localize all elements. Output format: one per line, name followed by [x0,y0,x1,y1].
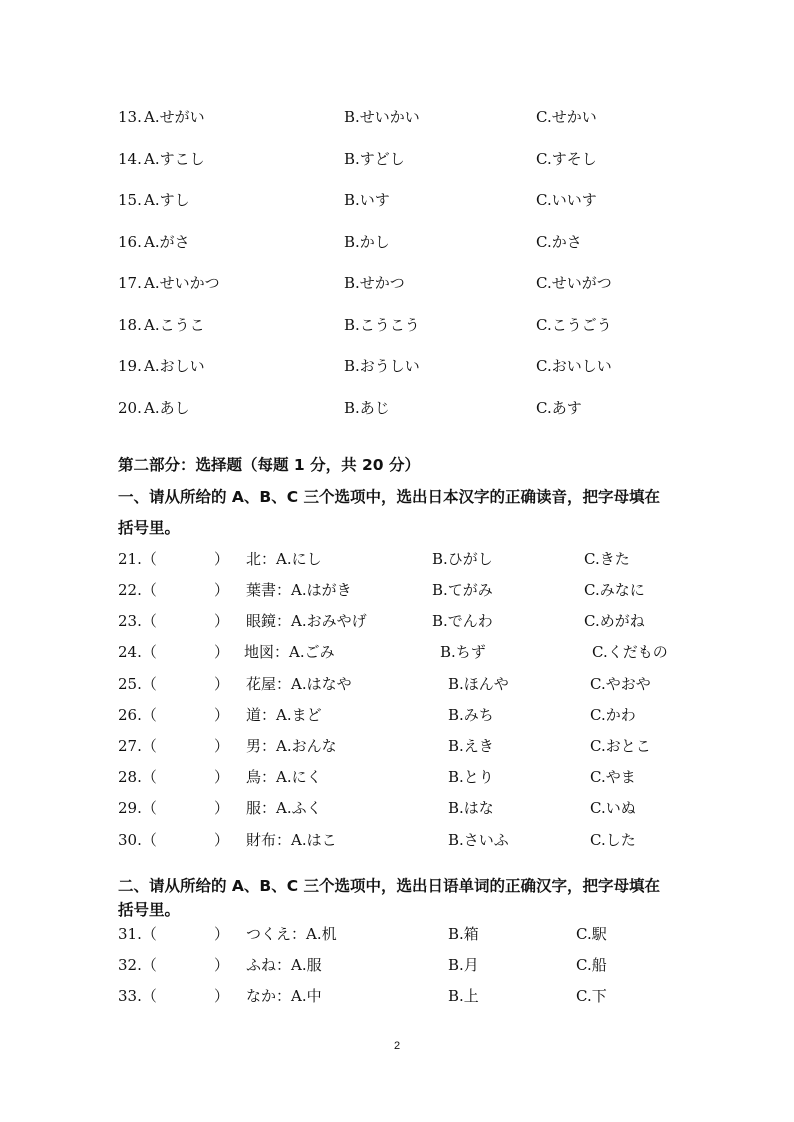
option-b: B.上 [448,987,479,1005]
option-b: B.てがみ [432,581,493,599]
list-item [0,354,794,378]
question-word: 男：A.おんな [246,737,337,755]
list-item [0,230,794,254]
answer-paren-close: ） [214,831,230,849]
option-c: C.みなに [584,581,645,599]
option-c: C.おとこ [590,737,651,755]
list-item [0,313,794,337]
option-b: B.おうしい [344,357,420,375]
item-number: 15. [118,191,142,209]
list-item [0,796,794,820]
question-word: 財布：A.はこ [246,831,337,849]
item-number: 33.（ [118,987,157,1005]
item-number: 24.（ [118,643,157,661]
question-word: 葉書：A.はがき [246,581,352,599]
section2-instruction-line1: 二、请从所给的 A、B、C 三个选项中，选出日语单词的正确汉字，把字母填在 [118,877,660,895]
option-b: B.こうこう [344,316,420,334]
option-b: B.ちず [440,643,486,661]
option-c: C.めがね [584,612,645,630]
list-item [0,703,794,727]
option-b: B.ほんや [448,675,509,693]
item-number: 28.（ [118,768,157,786]
item-number: 16. [118,233,142,251]
option-c: C.あす [536,399,582,417]
question-word: 服：A.ふく [246,799,322,817]
option-c: C.くだもの [592,643,668,661]
option-a: A.あし [144,399,190,417]
item-number: 25.（ [118,675,157,693]
option-a: A.おしい [144,357,205,375]
list-item [0,105,794,129]
question-word: つくえ：A.机 [246,925,337,943]
item-number: 13. [118,108,142,126]
option-c: C.やおや [590,675,651,693]
option-b: B.えき [448,737,494,755]
option-b: B.せいかい [344,108,420,126]
list-item [0,578,794,602]
option-b: B.かし [344,233,390,251]
item-number: 22.（ [118,581,157,599]
option-c: C.こうごう [536,316,612,334]
option-b: B.すどし [344,150,405,168]
list-item [0,396,794,420]
answer-paren-close: ） [214,987,230,1005]
part2-title: 第二部分：选择题（每题 1 分，共 20 分） [118,456,420,474]
option-c: C.いいす [536,191,597,209]
list-item [0,922,794,946]
option-b: B.でんわ [432,612,493,630]
option-c: C.した [590,831,636,849]
item-number: 18. [118,316,142,334]
option-c: C.せいがつ [536,274,612,292]
list-item [0,984,794,1008]
list-item [0,547,794,571]
answer-paren-close: ） [214,643,230,661]
question-word: 地図：A.ごみ [244,643,335,661]
item-number: 21.（ [118,550,157,568]
option-b: B.とり [448,768,494,786]
option-a: A.こうこ [144,316,205,334]
answer-paren-close: ） [214,706,230,724]
option-c: C.きた [584,550,630,568]
list-item [0,953,794,977]
option-c: C.せかい [536,108,597,126]
item-number: 14. [118,150,142,168]
answer-paren-close: ） [214,550,230,568]
option-b: B.いす [344,191,390,209]
option-b: B.あじ [344,399,390,417]
option-a: A.すこし [144,150,205,168]
option-a: A.せがい [144,108,205,126]
list-item [0,271,794,295]
list-item [0,188,794,212]
question-word: ふね：A.服 [246,956,322,974]
list-item [0,672,794,696]
option-b: B.箱 [448,925,479,943]
answer-paren-close: ） [214,581,230,599]
option-b: B.月 [448,956,479,974]
list-item [0,734,794,758]
option-a: A.せいかつ [144,274,220,292]
question-word: 花屋：A.はなや [246,675,352,693]
answer-paren-close: ） [214,612,230,630]
section1-instruction-line1: 一、请从所给的 A、B、C 三个选项中，选出日本汉字的正确读音，把字母填在 [118,488,660,506]
item-number: 29.（ [118,799,157,817]
option-a: A.すし [144,191,190,209]
item-number: 20. [118,399,142,417]
question-word: 北：A.にし [246,550,322,568]
answer-paren-close: ） [214,675,230,693]
option-c: C.やま [590,768,636,786]
section1-instruction-line2: 括号里。 [118,519,181,537]
list-item [0,640,794,664]
item-number: 23.（ [118,612,157,630]
option-c: C.すそし [536,150,597,168]
answer-paren-close: ） [214,799,230,817]
list-item [0,828,794,852]
option-b: B.はな [448,799,494,817]
option-b: B.さいふ [448,831,509,849]
page-number: 2 [393,1040,401,1052]
question-word: 道：A.まど [246,706,322,724]
section2-instruction-line2: 括号里。 [118,901,181,919]
question-word: 鳥：A.にく [246,768,322,786]
option-a: A.がさ [144,233,190,251]
option-c: C.下 [576,987,607,1005]
option-c: C.おいしい [536,357,612,375]
option-b: B.みち [448,706,494,724]
answer-paren-close: ） [214,925,230,943]
item-number: 30.（ [118,831,157,849]
list-item [0,609,794,633]
item-number: 17. [118,274,142,292]
question-word: なか：A.中 [246,987,322,1005]
answer-paren-close: ） [214,956,230,974]
item-number: 31.（ [118,925,157,943]
option-b: B.せかつ [344,274,405,292]
item-number: 27.（ [118,737,157,755]
item-number: 32.（ [118,956,157,974]
option-c: C.いぬ [590,799,636,817]
option-c: C.かさ [536,233,582,251]
item-number: 19. [118,357,142,375]
option-c: C.船 [576,956,607,974]
answer-paren-close: ） [214,737,230,755]
list-item [0,765,794,789]
list-item [0,147,794,171]
item-number: 26.（ [118,706,157,724]
option-c: C.駅 [576,925,607,943]
answer-paren-close: ） [214,768,230,786]
question-word: 眼鏡：A.おみやげ [246,612,367,630]
option-c: C.かわ [590,706,636,724]
option-b: B.ひがし [432,550,493,568]
